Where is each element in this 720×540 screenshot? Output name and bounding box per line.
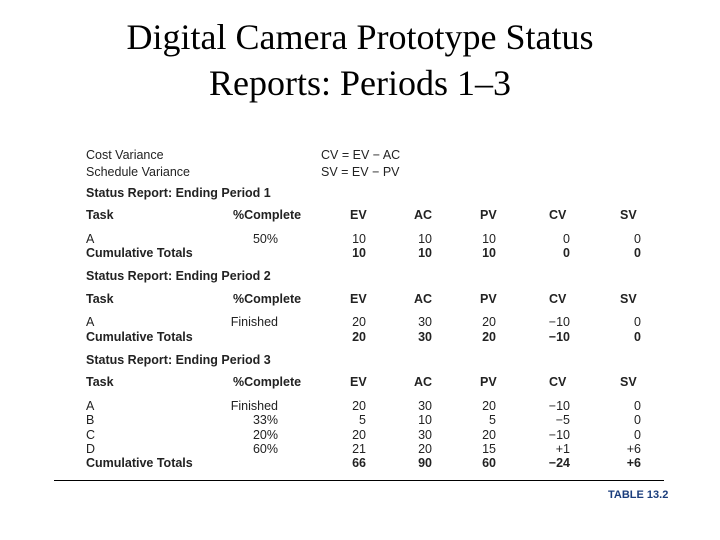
period-title: Status Report: Ending Period 1 — [86, 185, 271, 200]
task-pct-complete: Finished — [230, 315, 278, 330]
task-ac: 20 — [418, 442, 432, 456]
header-cv: CV — [549, 208, 567, 223]
task-ac: 30 — [418, 398, 432, 413]
period-title: Status Report: Ending Period 3 — [86, 353, 271, 367]
totals-ac: 90 — [418, 456, 432, 471]
task-sv: 0 — [634, 413, 641, 428]
slide-title-line-2: Reports: Periods 1–3 — [209, 63, 511, 103]
header-sv: SV — [620, 208, 637, 223]
task-cv: 0 — [563, 231, 570, 246]
task-pct-complete: Finished — [230, 398, 278, 413]
slide-title — [0, 14, 720, 106]
task-sv: 0 — [634, 231, 641, 246]
task-ac: 30 — [418, 427, 432, 442]
task-name: C — [86, 427, 96, 442]
task-name: A — [86, 231, 95, 246]
task-ac: 10 — [418, 231, 432, 246]
totals-sv: +6 — [626, 456, 641, 471]
task-ev: 20 — [352, 427, 366, 442]
task-pv: 20 — [482, 427, 496, 442]
totals-ac: 10 — [418, 246, 432, 260]
header-ac: AC — [414, 375, 433, 390]
header-task: Task — [86, 291, 114, 306]
header-pct-complete: %Complete — [233, 291, 302, 306]
header-cv: CV — [549, 291, 567, 306]
task-ev: 5 — [359, 413, 366, 428]
task-cv: −10 — [548, 427, 570, 442]
definition-formula: CV = EV − AC — [321, 148, 401, 162]
definition-row — [86, 165, 686, 181]
task-pv: 10 — [482, 231, 496, 246]
period-title: Status Report: Ending Period 2 — [86, 269, 271, 284]
task-ac: 30 — [418, 315, 432, 330]
totals-cv: −24 — [548, 456, 570, 471]
period-title-row — [86, 353, 686, 369]
task-ev: 21 — [352, 442, 366, 456]
header-sv: SV — [620, 375, 637, 390]
totals-sv: 0 — [634, 246, 641, 260]
totals-ev: 20 — [352, 329, 366, 344]
header-row — [86, 375, 686, 391]
task-name: A — [86, 315, 95, 330]
header-ev: EV — [350, 208, 367, 223]
task-pv: 15 — [482, 442, 496, 456]
task-sv: 0 — [634, 315, 641, 330]
header-pv: PV — [480, 208, 497, 223]
task-ev: 20 — [352, 398, 366, 413]
totals-cv: −10 — [548, 329, 570, 344]
header-pct-complete: %Complete — [233, 208, 302, 223]
task-cv: −5 — [555, 413, 570, 428]
definition-label: Cost Variance — [86, 148, 164, 162]
task-sv: +6 — [626, 442, 641, 456]
totals-pv: 60 — [482, 456, 496, 471]
totals-sv: 0 — [634, 329, 641, 344]
header-ac: AC — [414, 208, 433, 223]
definition-row — [86, 148, 686, 164]
totals-ev: 66 — [352, 456, 366, 471]
totals-label: Cumulative Totals — [86, 456, 193, 471]
task-ev: 20 — [352, 315, 366, 330]
header-ev: EV — [350, 375, 367, 390]
task-pv: 20 — [482, 315, 496, 330]
task-sv: 0 — [634, 427, 641, 442]
totals-ac: 30 — [418, 329, 432, 344]
header-task: Task — [86, 208, 114, 223]
task-ev: 10 — [352, 231, 366, 246]
totals-row — [86, 330, 686, 346]
header-pct-complete: %Complete — [233, 375, 302, 390]
period-title-row — [86, 186, 686, 202]
task-pct-complete: 60% — [252, 442, 278, 456]
task-pct-complete: 33% — [252, 413, 278, 428]
totals-row — [86, 246, 686, 262]
definition-label: Schedule Variance — [86, 165, 191, 180]
header-sv: SV — [620, 291, 637, 306]
task-name: D — [86, 442, 96, 456]
header-pv: PV — [480, 375, 497, 390]
task-pv: 20 — [482, 398, 496, 413]
task-pct-complete: 50% — [252, 231, 278, 246]
task-pv: 5 — [489, 413, 496, 428]
task-ac: 10 — [418, 413, 432, 428]
header-task: Task — [86, 375, 114, 390]
task-name: B — [86, 413, 95, 428]
task-cv: +1 — [555, 442, 570, 456]
totals-cv: 0 — [563, 246, 570, 260]
totals-label: Cumulative Totals — [86, 246, 193, 260]
table-caption: TABLE 13.2 — [608, 489, 669, 501]
period-title-row — [86, 269, 686, 285]
task-sv: 0 — [634, 398, 641, 413]
totals-label: Cumulative Totals — [86, 329, 193, 344]
header-ev: EV — [350, 291, 367, 306]
task-name: A — [86, 398, 95, 413]
header-cv: CV — [549, 375, 567, 390]
totals-ev: 10 — [352, 246, 366, 260]
slide-title-line-1: Digital Camera Prototype Status — [126, 17, 594, 57]
task-cv: −10 — [548, 398, 570, 413]
footer-divider — [54, 480, 664, 481]
task-cv: −10 — [548, 315, 570, 330]
totals-pv: 20 — [482, 329, 496, 344]
header-pv: PV — [480, 291, 497, 306]
task-pct-complete: 20% — [252, 427, 278, 442]
totals-row — [86, 456, 686, 472]
definition-formula: SV = EV − PV — [321, 165, 400, 180]
header-row — [86, 292, 686, 308]
header-row — [86, 208, 686, 224]
totals-pv: 10 — [482, 246, 496, 260]
header-ac: AC — [414, 291, 433, 306]
